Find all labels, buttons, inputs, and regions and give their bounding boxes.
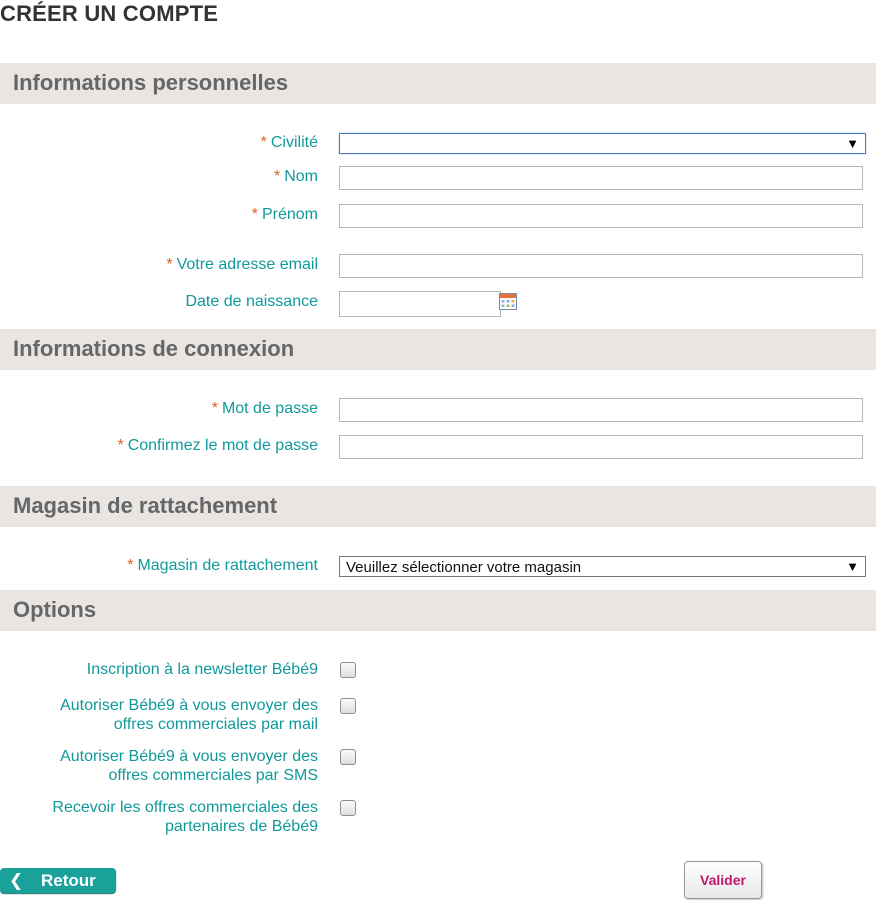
option-label-mail-offers: Autoriser Bébé9 à vous envoyer des offres commerciales par mail [60,697,318,733]
last-name-label: * Nom [273,168,318,185]
store-label: * Magasin de rattachement [127,557,318,574]
section-title: Magasin de rattachement [13,493,278,518]
required-marker: * [127,557,134,574]
option-label-newsletter: Inscription à la newsletter Bébé9 [86,661,318,678]
mail-offers-checkbox[interactable] [340,698,356,714]
password-confirm-label: * Confirmez le mot de passe [117,437,318,454]
email-label: * Votre adresse email [166,256,318,273]
section-title: Options [13,597,97,622]
submit-button[interactable]: Valider [684,861,762,899]
required-marker: * [166,256,173,273]
birth-date-input[interactable] [339,291,501,317]
civility-select[interactable] [339,133,866,154]
chevron-left-icon: ❮ [9,871,24,890]
section-login-info [0,329,876,370]
section-options [0,590,876,631]
back-button[interactable] [0,868,116,893]
dropdown-arrow-icon: ▼ [846,136,859,151]
partner-offers-checkbox[interactable] [340,800,356,816]
first-name-label: * Prénom [251,206,318,223]
section-title: Informations personnelles [13,70,289,95]
store-select-value: Veuillez sélectionner votre magasin [346,559,582,576]
password-label: * Mot de passe [211,400,318,417]
password-confirm-input[interactable] [339,435,863,459]
required-marker: * [273,168,281,185]
store-select[interactable] [339,556,866,577]
password-input[interactable] [339,398,863,422]
section-title: Informations de connexion [13,336,295,361]
option-label-partner-offers: Recevoir les offres commerciales des partenaires de Bébé9 [52,799,318,835]
back-button-label: Retour [41,871,96,890]
required-marker: * [117,437,124,454]
newsletter-checkbox[interactable] [340,662,356,678]
required-marker: * [211,400,218,417]
dropdown-arrow-icon: ▼ [846,559,859,574]
section-store [0,486,876,527]
last-name-input[interactable] [339,166,863,190]
option-label-sms-offers: Autoriser Bébé9 à vous envoyer des offres commerciales par SMS [60,748,318,784]
required-marker: * [251,206,258,223]
civility-label: * Civilité [260,134,318,151]
page-title: CRÉER UN COMPTE [0,1,219,26]
calendar-icon[interactable] [499,293,517,310]
required-marker: * [260,134,267,151]
sms-offers-checkbox[interactable] [340,749,356,765]
email-input[interactable] [339,254,863,278]
birth-date-label: Date de naissance [185,293,318,310]
section-personal-info [0,63,876,104]
first-name-input[interactable] [339,204,863,228]
